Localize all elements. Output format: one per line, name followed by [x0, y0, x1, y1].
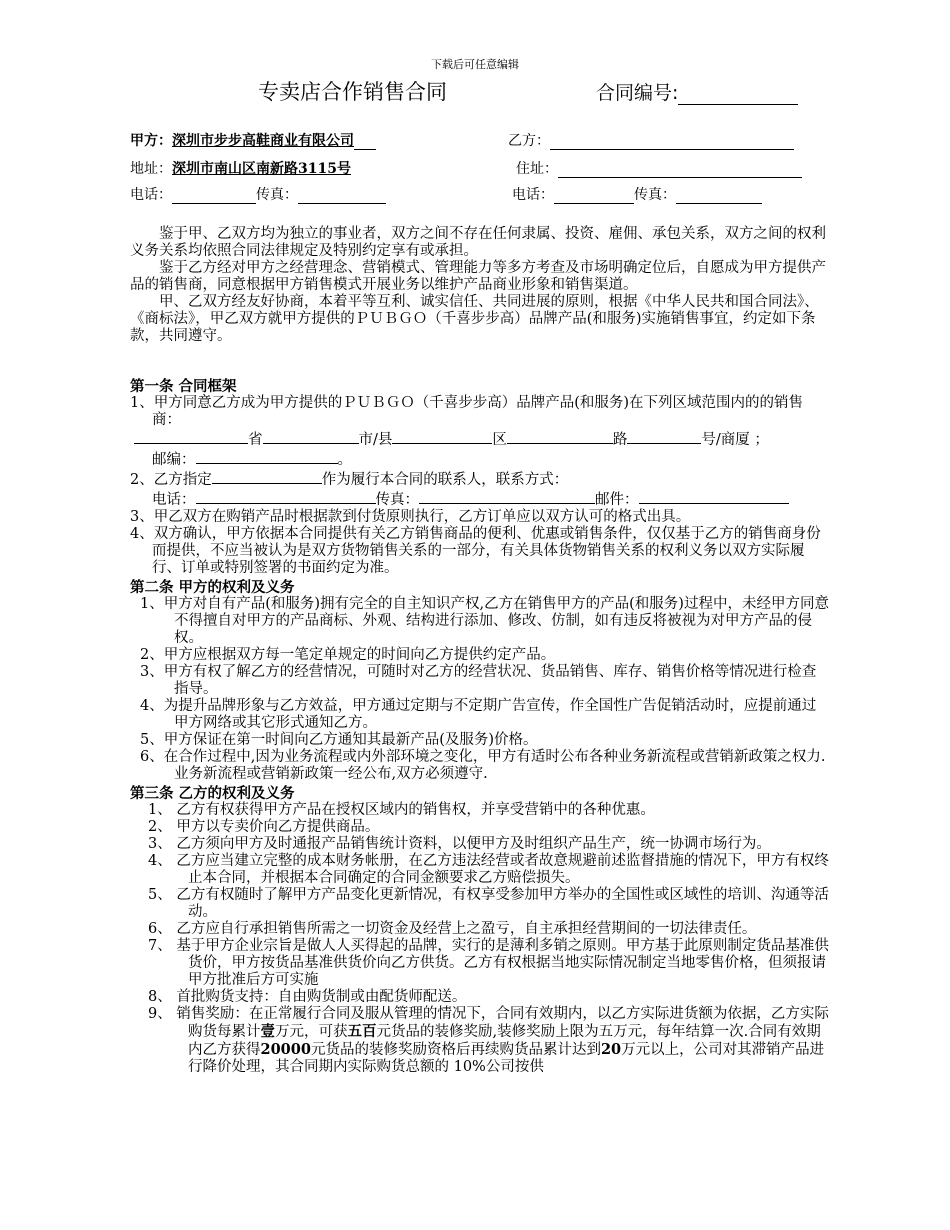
- contact-phone-blank[interactable]: [196, 489, 376, 504]
- party-a-address-row: [130, 158, 351, 178]
- party-a-fax-label: 传真：: [256, 187, 298, 203]
- party-a-name: 深圳市步步高鞋商业有限公司: [172, 133, 354, 149]
- section-3-item: 4、 乙方应当建立完整的成本财务帐册，在乙方违法经营或者故意规避前述监督措施的情况下，甲方有权终止本合同，并根据本合同确定的合同金额要求乙方赔偿损失。: [148, 853, 829, 886]
- postcode-end: 。: [337, 452, 352, 468]
- party-b-name-blank[interactable]: [550, 135, 794, 150]
- intro-paragraph: 鉴于乙方经对甲方之经营理念、营销模式、管理能力等多方考查及市场明确定位后，自愿成为甲方提供产品的销售商，同意根据甲方销售模式开展业务以维护产品商业形象和销售渠道。: [130, 260, 826, 293]
- province-label: 省: [248, 432, 263, 448]
- section-2-item: 3、甲方有权了解乙方的经营情况，可随时对乙方的经营状况、货品销售、库存、销售价格等情况进行检查指导。: [140, 664, 817, 697]
- party-a-phone-blank[interactable]: [172, 189, 256, 204]
- party-a-phone-label: 电话：: [130, 187, 172, 203]
- party-a-address: 深圳市南山区南新路3115号: [172, 161, 351, 177]
- city-blank[interactable]: [263, 429, 359, 444]
- section-3-item: 7、 基于甲方企业宗旨是做人人买得起的品牌，实行的是薄利多销之原则。甲方基于此原则制定货品基准供货价，甲方按货品基准供货价向乙方供货。乙方有权根据当地实际情况制定当地零售价格，但须报请甲方批准后方可实施: [148, 938, 829, 988]
- postcode-blank[interactable]: [196, 449, 338, 464]
- contact-person-blank[interactable]: [212, 469, 322, 484]
- party-b-phone-blank[interactable]: [554, 189, 634, 204]
- section-3-item: 8、 首批购货支持：自由购货制或由配货师配送。: [148, 989, 467, 1005]
- road-blank[interactable]: [507, 429, 613, 444]
- contact-email-label: 邮件：: [595, 492, 639, 508]
- party-a-fax-blank[interactable]: [298, 189, 386, 204]
- item-9-text: 元货品的装修奖励,装修奖励上限为五万元，每年结算一次.合同有效期内乙方获得: [188, 1024, 821, 1058]
- road-label: 路: [612, 432, 628, 448]
- section-2-title: 第二条 甲方的权利及义务: [130, 579, 295, 596]
- contract-number: [596, 78, 798, 105]
- province-blank[interactable]: [134, 429, 248, 444]
- section-3-title: 第三条 乙方的权利及义务: [130, 785, 295, 802]
- party-a-contact-row: [130, 184, 386, 204]
- contact-fax-label: 传真：: [375, 492, 419, 508]
- section-2-item: 4、为提升品牌形象与乙方效益，甲方通过定期与不定期广告宣传，作全国性广告促销活动时，应提前通过甲方网络或其它形式通知乙方。: [140, 698, 817, 731]
- section-3-item: 1、 乙方有权获得甲方产品在授权区域内的销售权，并享受营销中的各种优惠。: [148, 802, 655, 818]
- contact-method-line: [130, 489, 830, 509]
- item-9-text: 万元，可获: [275, 1024, 348, 1040]
- number-label: 号/商厦 ；: [701, 432, 769, 448]
- party-b-contact-row: [512, 184, 762, 204]
- section-1: [130, 376, 830, 1076]
- party-a-address-label: 地址：: [130, 161, 172, 177]
- item-9-text: 万元以上，公司对其滞销产品进行降价处理，其合同期内实际购货总额的 10%公司按供: [188, 1042, 825, 1075]
- section-3-item: 2、 甲方以专卖价向乙方提供商品。: [148, 819, 380, 835]
- intro-paragraph: 鉴于甲、乙双方均为独立的事业者，双方之间不存在任何隶属、投资、雇佣、承包关系，双方之间的权利义务关系均依照合同法律规定及特别约定享有或承担。: [130, 226, 826, 259]
- party-b-fax-label: 传真：: [634, 187, 676, 203]
- contact-phone-label: 电话：: [152, 492, 196, 508]
- postcode-label: 邮编：: [152, 452, 196, 468]
- header-note: 下载后可任意编辑: [431, 58, 519, 71]
- section-1-item-2: [130, 469, 830, 489]
- item-9-amount-unit: 壹: [260, 1023, 275, 1040]
- party-b-label: 乙方：: [508, 133, 550, 149]
- intro-paragraph: 甲、乙双方经友好协商，本着平等互利、诚实信任、共同进展的原则，根据《中华人民共和国合同法》、《商标法》，甲乙双方就甲方提供的ＰＵＢＧＯ（千喜步步高）品牌产品(和服务)实施销售事宜，约定如下条款，共同遵守。: [130, 294, 819, 344]
- party-b-address-blank[interactable]: [558, 163, 802, 178]
- number-blank[interactable]: [627, 429, 701, 444]
- party-b-address-row: [516, 158, 802, 178]
- section-3-item-9: [130, 1006, 830, 1076]
- section-2-item: 2、甲方应根据双方每一笔定单规定的时间向乙方提供约定产品。: [140, 647, 556, 663]
- contact-fax-blank[interactable]: [419, 489, 595, 504]
- section-2-item: 1、甲方对自有产品(和服务)拥有完全的自主知识产权,乙方在销售甲方的产品(和服务)过程中，未经甲方同意不得擅自对甲方的产品商标、外观、结构进行添加、修改、仿制，如有违反将被视为对甲方产品的侵权。: [140, 596, 829, 646]
- item-9-reward-amount: 五百: [347, 1023, 377, 1040]
- section-1-item-3: 3、甲乙双方在购销产品时根据款到付货原则执行，乙方订单应以双方认可的格式出具。: [130, 509, 691, 525]
- party-b-address-label: 住址：: [516, 161, 558, 177]
- district-label: 区: [492, 432, 507, 448]
- contract-number-blank[interactable]: [678, 86, 798, 105]
- district-blank[interactable]: [392, 429, 492, 444]
- region-address-line: [130, 429, 830, 449]
- postcode-line: [130, 449, 830, 469]
- party-b-name-row: [508, 130, 794, 150]
- section-3-item: 5、 乙方有权随时了解甲方产品变化更新情况，有权享受参加甲方举办的全国性或区域性的培训、沟通等活动。: [148, 887, 829, 920]
- contact-designate-tail: 作为履行本合同的联系人，联系方式：: [321, 472, 569, 488]
- party-a-name-tail: [354, 135, 376, 150]
- party-b-fax-blank[interactable]: [676, 189, 762, 204]
- item-9-purchase-threshold: 20: [600, 1041, 622, 1058]
- city-label: 市/县: [358, 432, 393, 448]
- section-2-item: 6、在合作过程中,因为业务流程或内外部环境之变化，甲方有适时公布各种业务新流程或营销新政策之权力.业务新流程或营销新政策一经公布,双方必须遵守.: [140, 749, 826, 782]
- contract-number-label: 合同编号:: [596, 82, 679, 104]
- party-a-name-row: [130, 130, 376, 150]
- item-9-text: 9、 销售奖励：在正常履行合同及服从管理的情况下，合同有效期内，以乙方实际进货额为依据，乙方实际购货每累计: [148, 1006, 829, 1040]
- party-a-label: 甲方：: [130, 133, 172, 149]
- party-b-phone-label: 电话：: [512, 187, 554, 203]
- section-1-title: 第一条 合同框架: [130, 378, 237, 395]
- contact-email-blank[interactable]: [639, 489, 789, 504]
- section-3-item: 3、 乙方须向甲方及时通报产品销售统计资料，以便甲方及时组织产品生产，统一协调市场行为。: [148, 836, 771, 852]
- section-3-item: 6、 乙方应自行承担销售所需之一切资金及经营上之盈亏，自主承担经营期间的一切法律责任。: [148, 921, 757, 937]
- intro-section: [130, 226, 830, 345]
- contact-designate-label: 2、乙方指定: [130, 472, 212, 488]
- item-9-text: 元货品的装修奖励资格后再续购货品累计达到: [310, 1042, 601, 1058]
- item-9-reward-threshold: 20000: [260, 1041, 311, 1058]
- section-1-item-1: 1、甲方同意乙方成为甲方提供的ＰＵＢＧＯ（千喜步步高）品牌产品(和服务)在下列区域范围内的的销售商：: [130, 395, 804, 428]
- page-title: 专卖店合作销售合同: [258, 80, 447, 104]
- section-2-item: 5、甲方保证在第一时间向乙方通知其最新产品(及服务)价格。: [140, 732, 538, 748]
- section-1-item-4: 4、双方确认，甲方依据本合同提供有关乙方销售商品的便利、优惠或销售条件，仅仅基于乙方的销售商身份而提供，不应当被认为是双方货物销售关系的一部分，有关具体货物销售关系的权利义务以双方实际履行、订单或特别签署的书面约定为准。: [130, 526, 821, 576]
